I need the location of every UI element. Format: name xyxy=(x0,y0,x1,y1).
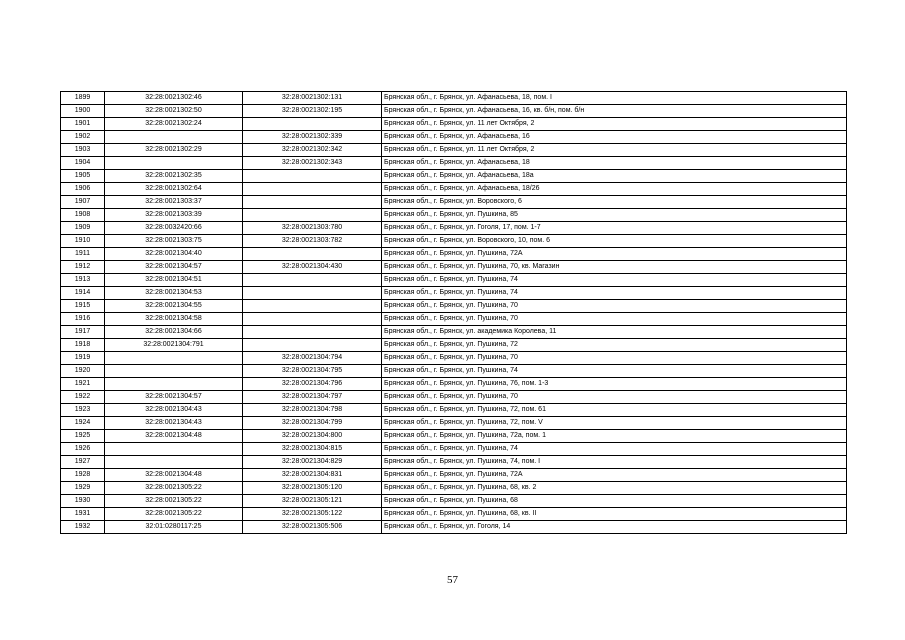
address-cell: Брянская обл., г. Брянск, ул. Пушкина, 74 xyxy=(382,287,847,300)
address-cell: Брянская обл., г. Брянск, ул. Воровского, 6 xyxy=(382,196,847,209)
table-row xyxy=(61,339,847,352)
table-row xyxy=(61,326,847,339)
row-number-cell: 1905 xyxy=(61,170,105,183)
table-row xyxy=(61,170,847,183)
new-cadastral-number-cell xyxy=(243,287,382,300)
address-cell: Брянская обл., г. Брянск, ул. Пушкина, 70 xyxy=(382,313,847,326)
old-cadastral-number-cell: 32:28:0021302:29 xyxy=(105,144,243,157)
page-number: 57 xyxy=(447,574,458,586)
old-cadastral-number-cell xyxy=(105,352,243,365)
table-row xyxy=(61,365,847,378)
old-cadastral-number-cell: 32:28:0021302:35 xyxy=(105,170,243,183)
address-cell: Брянская обл., г. Брянск, ул. Афанасьева, 18, пом. I xyxy=(382,92,847,105)
row-number-cell: 1929 xyxy=(61,482,105,495)
table-row xyxy=(61,105,847,118)
table-row xyxy=(61,521,847,534)
address-cell: Брянская обл., г. Брянск, ул. Пушкина, 68 xyxy=(382,495,847,508)
row-number-cell: 1932 xyxy=(61,521,105,534)
table-row xyxy=(61,430,847,443)
new-cadastral-number-cell: 32:28:0021304:796 xyxy=(243,378,382,391)
new-cadastral-number-cell: 32:28:0021304:430 xyxy=(243,261,382,274)
row-number-cell: 1922 xyxy=(61,391,105,404)
row-number-cell: 1906 xyxy=(61,183,105,196)
new-cadastral-number-cell xyxy=(243,326,382,339)
new-cadastral-number-cell: 32:28:0021302:343 xyxy=(243,157,382,170)
new-cadastral-number-cell: 32:28:0021303:780 xyxy=(243,222,382,235)
table-row xyxy=(61,222,847,235)
address-cell: Брянская обл., г. Брянск, ул. Пушкина, 70 xyxy=(382,352,847,365)
row-number-cell: 1902 xyxy=(61,131,105,144)
new-cadastral-number-cell: 32:28:0021305:506 xyxy=(243,521,382,534)
new-cadastral-number-cell xyxy=(243,209,382,222)
new-cadastral-number-cell: 32:28:0021302:342 xyxy=(243,144,382,157)
table-row xyxy=(61,508,847,521)
new-cadastral-number-cell: 32:28:0021304:815 xyxy=(243,443,382,456)
row-number-cell: 1919 xyxy=(61,352,105,365)
table-row xyxy=(61,118,847,131)
row-number-cell: 1910 xyxy=(61,235,105,248)
address-cell: Брянская обл., г. Брянск, ул. Афанасьева, 18/26 xyxy=(382,183,847,196)
address-cell: Брянская обл., г. Брянск, ул. Пушкина, 70 xyxy=(382,300,847,313)
row-number-cell: 1900 xyxy=(61,105,105,118)
table-row xyxy=(61,131,847,144)
row-number-cell: 1901 xyxy=(61,118,105,131)
old-cadastral-number-cell xyxy=(105,443,243,456)
row-number-cell: 1930 xyxy=(61,495,105,508)
row-number-cell: 1927 xyxy=(61,456,105,469)
row-number-cell: 1923 xyxy=(61,404,105,417)
new-cadastral-number-cell: 32:28:0021305:122 xyxy=(243,508,382,521)
table-row xyxy=(61,287,847,300)
old-cadastral-number-cell: 32:01:0280117:25 xyxy=(105,521,243,534)
new-cadastral-number-cell: 32:28:0021304:798 xyxy=(243,404,382,417)
old-cadastral-number-cell xyxy=(105,365,243,378)
table-row xyxy=(61,495,847,508)
address-cell: Брянская обл., г. Брянск, ул. Пушкина, 74 xyxy=(382,274,847,287)
old-cadastral-number-cell: 32:28:0021304:57 xyxy=(105,391,243,404)
old-cadastral-number-cell: 32:28:0021304:48 xyxy=(105,430,243,443)
old-cadastral-number-cell: 32:28:0021302:24 xyxy=(105,118,243,131)
old-cadastral-number-cell: 32:28:0021305:22 xyxy=(105,508,243,521)
old-cadastral-number-cell: 32:28:0021304:43 xyxy=(105,417,243,430)
address-cell: Брянская обл., г. Брянск, ул. Пушкина, 85 xyxy=(382,209,847,222)
table-row xyxy=(61,456,847,469)
row-number-cell: 1928 xyxy=(61,469,105,482)
address-cell: Брянская обл., г. Брянск, ул. Афанасьева, 18а xyxy=(382,170,847,183)
old-cadastral-number-cell: 32:28:0021304:57 xyxy=(105,261,243,274)
address-cell: Брянская обл., г. Брянск, ул. Пушкина, 72 xyxy=(382,339,847,352)
address-cell: Брянская обл., г. Брянск, ул. Пушкина, 74 xyxy=(382,443,847,456)
row-number-cell: 1917 xyxy=(61,326,105,339)
row-number-cell: 1924 xyxy=(61,417,105,430)
table-row xyxy=(61,248,847,261)
address-cell: Брянская обл., г. Брянск, ул. Афанасьева, 16 xyxy=(382,131,847,144)
old-cadastral-number-cell: 32:28:0021304:51 xyxy=(105,274,243,287)
address-cell: Брянская обл., г. Брянск, ул. Пушкина, 70, кв. Магазин xyxy=(382,261,847,274)
table-row xyxy=(61,417,847,430)
table-body xyxy=(61,92,847,534)
table-row xyxy=(61,144,847,157)
new-cadastral-number-cell: 32:28:0021304:797 xyxy=(243,391,382,404)
row-number-cell: 1918 xyxy=(61,339,105,352)
old-cadastral-number-cell xyxy=(105,456,243,469)
address-cell: Брянская обл., г. Брянск, ул. 11 лет Октября, 2 xyxy=(382,144,847,157)
new-cadastral-number-cell: 32:28:0021302:195 xyxy=(243,105,382,118)
new-cadastral-number-cell: 32:28:0021304:831 xyxy=(243,469,382,482)
new-cadastral-number-cell: 32:28:0021305:121 xyxy=(243,495,382,508)
address-cell: Брянская обл., г. Брянск, ул. Пушкина, 72А xyxy=(382,469,847,482)
row-number-cell: 1926 xyxy=(61,443,105,456)
table-row xyxy=(61,209,847,222)
row-number-cell: 1912 xyxy=(61,261,105,274)
table-row xyxy=(61,404,847,417)
address-cell: Брянская обл., г. Брянск, ул. Воровского, 10, пом. 6 xyxy=(382,235,847,248)
new-cadastral-number-cell xyxy=(243,313,382,326)
table-row xyxy=(61,92,847,105)
table-row xyxy=(61,300,847,313)
row-number-cell: 1920 xyxy=(61,365,105,378)
old-cadastral-number-cell xyxy=(105,131,243,144)
old-cadastral-number-cell: 32:28:0021304:43 xyxy=(105,404,243,417)
address-cell: Брянская обл., г. Брянск, ул. Пушкина, 72, пом. V xyxy=(382,417,847,430)
row-number-cell: 1904 xyxy=(61,157,105,170)
table-row xyxy=(61,482,847,495)
new-cadastral-number-cell xyxy=(243,300,382,313)
old-cadastral-number-cell: 32:28:0021304:40 xyxy=(105,248,243,261)
address-cell: Брянская обл., г. Брянск, ул. Афанасьева, 18 xyxy=(382,157,847,170)
new-cadastral-number-cell: 32:28:0021302:131 xyxy=(243,92,382,105)
old-cadastral-number-cell: 32:28:0021302:46 xyxy=(105,92,243,105)
address-cell: Брянская обл., г. Брянск, ул. Пушкина, 76, пом. 1-3 xyxy=(382,378,847,391)
old-cadastral-number-cell: 32:28:0021302:50 xyxy=(105,105,243,118)
table-row xyxy=(61,378,847,391)
address-cell: Брянская обл., г. Брянск, ул. Пушкина, 70 xyxy=(382,391,847,404)
address-cell: Брянская обл., г. Брянск, ул. Пушкина, 68, кв. II xyxy=(382,508,847,521)
new-cadastral-number-cell xyxy=(243,248,382,261)
table-row xyxy=(61,352,847,365)
new-cadastral-number-cell: 32:28:0021304:794 xyxy=(243,352,382,365)
address-cell: Брянская обл., г. Брянск, ул. Гоголя, 14 xyxy=(382,521,847,534)
table-row xyxy=(61,313,847,326)
address-cell: Брянская обл., г. Брянск, ул. академика Королева, 11 xyxy=(382,326,847,339)
row-number-cell: 1908 xyxy=(61,209,105,222)
new-cadastral-number-cell xyxy=(243,196,382,209)
table-row xyxy=(61,391,847,404)
row-number-cell: 1907 xyxy=(61,196,105,209)
new-cadastral-number-cell: 32:28:0021304:795 xyxy=(243,365,382,378)
new-cadastral-number-cell xyxy=(243,274,382,287)
row-number-cell: 1903 xyxy=(61,144,105,157)
address-cell: Брянская обл., г. Брянск, ул. Пушкина, 74, пом. I xyxy=(382,456,847,469)
new-cadastral-number-cell: 32:28:0021303:782 xyxy=(243,235,382,248)
new-cadastral-number-cell xyxy=(243,170,382,183)
new-cadastral-number-cell: 32:28:0021304:799 xyxy=(243,417,382,430)
row-number-cell: 1921 xyxy=(61,378,105,391)
address-cell: Брянская обл., г. Брянск, ул. Пушкина, 74 xyxy=(382,365,847,378)
row-number-cell: 1931 xyxy=(61,508,105,521)
old-cadastral-number-cell xyxy=(105,378,243,391)
address-cell: Брянская обл., г. Брянск, ул. Пушкина, 68, кв. 2 xyxy=(382,482,847,495)
table-row xyxy=(61,443,847,456)
new-cadastral-number-cell: 32:28:0021304:800 xyxy=(243,430,382,443)
new-cadastral-number-cell xyxy=(243,118,382,131)
new-cadastral-number-cell: 32:28:0021302:339 xyxy=(243,131,382,144)
old-cadastral-number-cell: 32:28:0021303:75 xyxy=(105,235,243,248)
address-cell: Брянская обл., г. Брянск, ул. Пушкина, 72, пом. 61 xyxy=(382,404,847,417)
old-cadastral-number-cell: 32:28:0021304:48 xyxy=(105,469,243,482)
old-cadastral-number-cell: 32:28:0021305:22 xyxy=(105,482,243,495)
address-cell: Брянская обл., г. Брянск, ул. Пушкина, 72а, пом. 1 xyxy=(382,430,847,443)
table-row xyxy=(61,261,847,274)
old-cadastral-number-cell: 32:28:0032420:66 xyxy=(105,222,243,235)
old-cadastral-number-cell: 32:28:0021302:64 xyxy=(105,183,243,196)
row-number-cell: 1914 xyxy=(61,287,105,300)
table-row xyxy=(61,157,847,170)
row-number-cell: 1916 xyxy=(61,313,105,326)
new-cadastral-number-cell xyxy=(243,339,382,352)
table-row xyxy=(61,196,847,209)
row-number-cell: 1909 xyxy=(61,222,105,235)
table-row xyxy=(61,274,847,287)
table-row xyxy=(61,235,847,248)
cadastral-table xyxy=(60,91,847,534)
old-cadastral-number-cell: 32:28:0021305:22 xyxy=(105,495,243,508)
table-row xyxy=(61,183,847,196)
row-number-cell: 1925 xyxy=(61,430,105,443)
row-number-cell: 1915 xyxy=(61,300,105,313)
address-cell: Брянская обл., г. Брянск, ул. Афанасьева, 16, кв. б/н, пом. б/н xyxy=(382,105,847,118)
old-cadastral-number-cell: 32:28:0021304:66 xyxy=(105,326,243,339)
old-cadastral-number-cell: 32:28:0021304:58 xyxy=(105,313,243,326)
address-cell: Брянская обл., г. Брянск, ул. 11 лет Октября, 2 xyxy=(382,118,847,131)
row-number-cell: 1899 xyxy=(61,92,105,105)
address-cell: Брянская обл., г. Брянск, ул. Гоголя, 17, пом. 1-7 xyxy=(382,222,847,235)
old-cadastral-number-cell: 32:28:0021304:55 xyxy=(105,300,243,313)
new-cadastral-number-cell xyxy=(243,183,382,196)
table-row xyxy=(61,469,847,482)
new-cadastral-number-cell: 32:28:0021304:829 xyxy=(243,456,382,469)
old-cadastral-number-cell: 32:28:0021304:791 xyxy=(105,339,243,352)
old-cadastral-number-cell: 32:28:0021304:53 xyxy=(105,287,243,300)
address-cell: Брянская обл., г. Брянск, ул. Пушкина, 72А xyxy=(382,248,847,261)
new-cadastral-number-cell: 32:28:0021305:120 xyxy=(243,482,382,495)
old-cadastral-number-cell xyxy=(105,157,243,170)
old-cadastral-number-cell: 32:28:0021303:37 xyxy=(105,196,243,209)
old-cadastral-number-cell: 32:28:0021303:39 xyxy=(105,209,243,222)
row-number-cell: 1911 xyxy=(61,248,105,261)
row-number-cell: 1913 xyxy=(61,274,105,287)
